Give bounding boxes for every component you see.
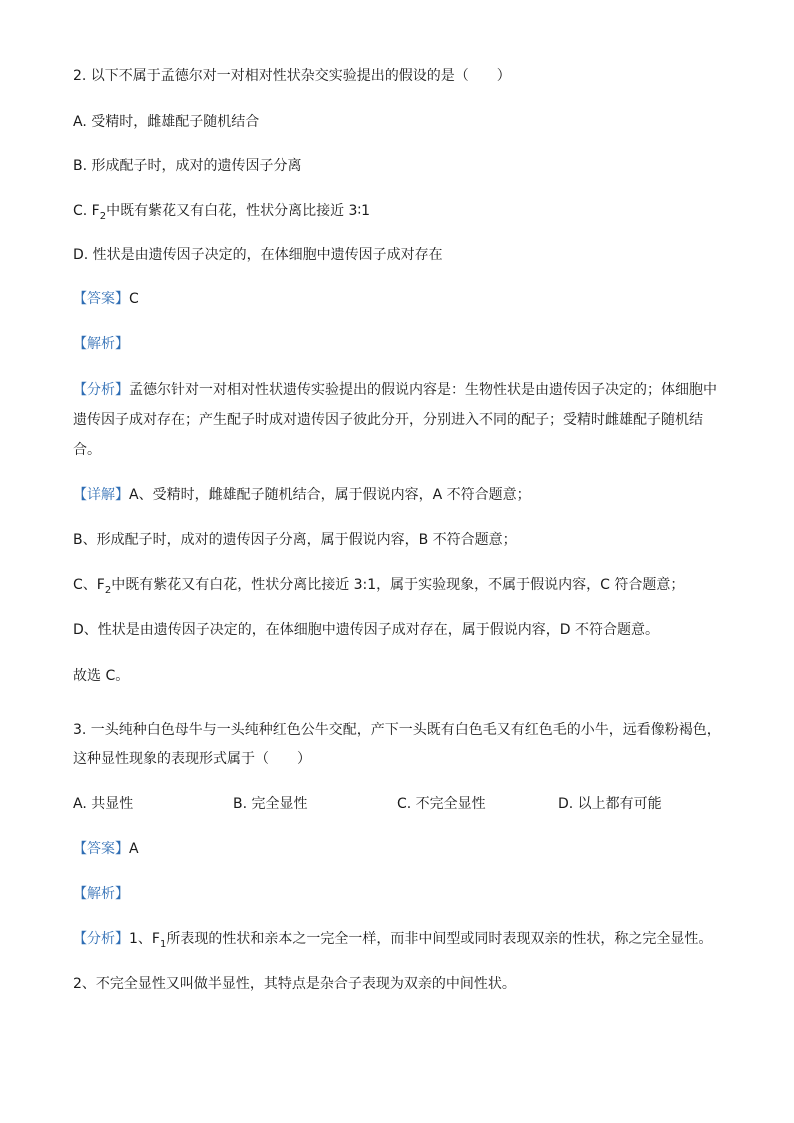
q2-conclusion: 故选 C。 bbox=[73, 668, 130, 684]
q3-option-c: C. 不完全显性 bbox=[397, 796, 486, 812]
q3-fenxi-text-post: 所表现的性状和亲本之一完全一样，而非中间型或同时表现双亲的性状，称之完全显性。 bbox=[166, 931, 713, 947]
q2-analysis-label bbox=[73, 334, 129, 354]
q3-answer-label: 【答案】 bbox=[73, 841, 129, 857]
q2-answer-value: C bbox=[129, 291, 139, 307]
q2-option-b: B. 形成配子时，成对的遗传因子分离 bbox=[73, 158, 302, 174]
q3-analysis-label bbox=[73, 884, 129, 904]
q2-fenxi-label: 【分析】 bbox=[73, 382, 129, 398]
q3-answer-value: A bbox=[129, 841, 139, 857]
q3-stem-line2: 这种显性现象的表现形式属于（ ） bbox=[73, 751, 311, 767]
q2-detail-c-text-post: 中既有紫花又有白花，性状分离比接近 3:1，属于实验现象，不属于假说内容，C 符合题意； bbox=[111, 577, 685, 593]
q2-option-a: A. 受精时，雌雄配子随机结合 bbox=[73, 114, 260, 130]
q2-detail-label: 【详解】 bbox=[73, 487, 129, 503]
q2-detail-c bbox=[73, 575, 684, 595]
q2-answer bbox=[73, 289, 139, 309]
q2-detail-a bbox=[73, 485, 531, 505]
q2-fenxi-text: 孟德尔针对一对相对性状遗传实验提出的假说内容是：生物性状是由遗传因子决定的；体细胞中遗传因子成对存在；产生配子时成对遗传因子彼此分开，分别进入不同的配子；受精时雌雄配子随机结合。 bbox=[73, 382, 717, 458]
q2-answer-label: 【答案】 bbox=[73, 291, 129, 307]
q3-option-b: B. 完全显性 bbox=[233, 796, 308, 812]
q3-option-a: A. 共显性 bbox=[73, 796, 134, 812]
q3-fenxi bbox=[73, 929, 712, 949]
q3-fenxi-2: 2、不完全显性又叫做半显性，其特点是杂合子表现为双亲的中间性状。 bbox=[73, 976, 516, 992]
q2-option-c-subscript: 2 bbox=[99, 210, 107, 222]
q2-option-d: D. 性状是由遗传因子决定的，在体细胞中遗传因子成对存在 bbox=[73, 247, 443, 263]
q2-fenxi bbox=[73, 375, 723, 465]
q2-detail-b: B、形成配子时，成对的遗传因子分离，属于假说内容，B 不符合题意； bbox=[73, 532, 517, 548]
q3-fenxi-label: 【分析】 bbox=[73, 931, 129, 947]
q2-option-c-text-post: 中既有紫花又有白花，性状分离比接近 3∶1 bbox=[106, 203, 371, 219]
q2-analysis-label-text: 【解析】 bbox=[73, 336, 129, 352]
q3-option-d: D. 以上都有可能 bbox=[558, 796, 662, 812]
q2-stem: 2. 以下不属于孟德尔对一对相对性状杂交实验提出的假设的是（ ） bbox=[73, 68, 511, 84]
q3-stem-line1: 3. 一头纯种白色母牛与一头纯种红色公牛交配，产下一头既有白色毛又有红色毛的小牛，远看像粉褐色， bbox=[73, 722, 721, 738]
q3-fenxi-subscript: 1 bbox=[159, 938, 167, 950]
q2-option-c bbox=[73, 201, 370, 221]
q2-option-c-text-pre: C. F bbox=[73, 203, 100, 219]
q3-analysis-label-text: 【解析】 bbox=[73, 886, 129, 902]
q2-detail-a-text: A、受精时，雌雄配子随机结合，属于假说内容，A 不符合题意； bbox=[129, 487, 531, 503]
q3-answer bbox=[73, 839, 139, 859]
q2-detail-c-subscript: 2 bbox=[104, 584, 112, 596]
q3-fenxi-text-pre: 1、F bbox=[129, 931, 160, 947]
q2-detail-d: D、性状是由遗传因子决定的，在体细胞中遗传因子成对存在，属于假说内容，D 不符合题意。 bbox=[73, 622, 660, 638]
q2-detail-c-text-pre: C、F bbox=[73, 577, 105, 593]
